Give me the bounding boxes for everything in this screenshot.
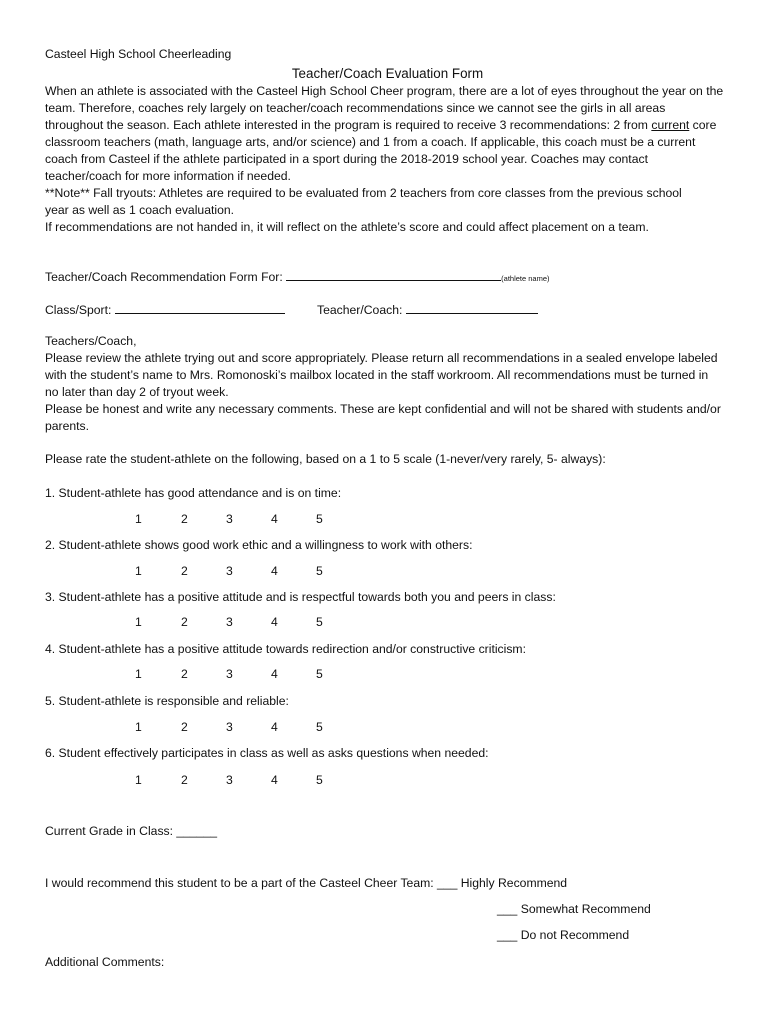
- rating-option[interactable]: 3: [226, 773, 233, 787]
- athlete-name-row: [45, 268, 550, 287]
- somewhat-recommend-option[interactable]: ___ Somewhat Recommend: [497, 902, 651, 916]
- rating-option[interactable]: 4: [271, 720, 278, 734]
- rating-option[interactable]: 2: [181, 615, 188, 629]
- instruction-line: Please review the athlete trying out and score appropriately. Please return all recommendations in a sealed envelope labeled: [45, 351, 718, 365]
- instructions: [45, 333, 730, 435]
- rating-option[interactable]: 3: [226, 667, 233, 681]
- teacher-coach-field[interactable]: [406, 301, 538, 314]
- rating-option[interactable]: 1: [135, 615, 142, 629]
- rating-option[interactable]: 3: [226, 720, 233, 734]
- organization-name: Casteel High School Cheerleading: [45, 47, 232, 61]
- intro-line: When an athlete is associated with the Casteel High School Cheer program, there are a lot of eyes throughout the year on the: [45, 84, 724, 98]
- teacher-coach-label: Teacher/Coach:: [317, 303, 403, 317]
- rating-option[interactable]: 2: [181, 512, 188, 526]
- question-3: 3. Student-athlete has a positive attitude and is respectful towards both you and peers in class:: [45, 590, 556, 604]
- question-1: 1. Student-athlete has good attendance and is on time:: [45, 486, 342, 500]
- rating-option[interactable]: 1: [135, 512, 142, 526]
- rating-option[interactable]: 2: [181, 564, 188, 578]
- athlete-name-field[interactable]: [286, 268, 501, 281]
- question-6: 6. Student effectively participates in class as well as asks questions when needed:: [45, 746, 489, 760]
- instruction-line: Please be honest and write any necessary comments. These are kept confidential and will not be shared with students and/or: [45, 402, 721, 416]
- rating-option[interactable]: 4: [271, 667, 278, 681]
- rating-option[interactable]: 3: [226, 512, 233, 526]
- rating-option[interactable]: 5: [316, 564, 323, 578]
- intro-line: teacher/coach for more information if needed.: [45, 169, 291, 183]
- rating-option[interactable]: 1: [135, 564, 142, 578]
- rating-instructions: Please rate the student-athlete on the following, based on a 1 to 5 scale (1-never/very rarely, 5- always):: [45, 452, 606, 466]
- rating-option[interactable]: 5: [316, 615, 323, 629]
- rating-option[interactable]: 5: [316, 667, 323, 681]
- intro-line: classroom teachers (math, language arts, and/or science) and 1 from a coach. If applicable, this coach must be a current: [45, 135, 696, 149]
- instruction-line: parents.: [45, 419, 90, 433]
- rating-option[interactable]: 5: [316, 512, 323, 526]
- athlete-name-hint: (athlete name): [501, 274, 550, 283]
- rating-option[interactable]: 4: [271, 512, 278, 526]
- document-page: [45, 46, 730, 236]
- question-2: 2. Student-athlete shows good work ethic and a willingness to work with others:: [45, 538, 473, 552]
- question-4: 4. Student-athlete has a positive attitude towards redirection and/or constructive criticism:: [45, 642, 526, 656]
- instruction-line: no later than day 2 of tryout week.: [45, 385, 229, 399]
- rating-option[interactable]: 4: [271, 615, 278, 629]
- rating-option[interactable]: 3: [226, 615, 233, 629]
- salutation: Teachers/Coach,: [45, 334, 137, 348]
- not-recommend-option[interactable]: ___ Do not Recommend: [497, 928, 630, 942]
- instruction-line: with the student’s name to Mrs. Romonoski’s mailbox located in the staff workroom. All recommendations must be turned in: [45, 368, 709, 382]
- intro-line: team. Therefore, coaches rely largely on teacher/coach recommendations since we cannot see the girls in all areas: [45, 101, 666, 115]
- class-sport-label: Class/Sport:: [45, 303, 112, 317]
- intro-line: coach from Casteel if the athlete participated in a sport during the 2018-2019 school year. Coaches may contact: [45, 152, 648, 166]
- note-line: If recommendations are not handed in, it will reflect on the athlete’s score and could affect placement on a team.: [45, 220, 649, 234]
- current-grade-field[interactable]: Current Grade in Class: ______: [45, 824, 218, 838]
- rating-option[interactable]: 1: [135, 667, 142, 681]
- form-title: Teacher/Coach Evaluation Form: [291, 66, 484, 81]
- athlete-name-label: Teacher/Coach Recommendation Form For:: [45, 270, 283, 284]
- rating-option[interactable]: 2: [181, 773, 188, 787]
- intro-paragraph: [45, 83, 730, 236]
- rating-option[interactable]: 2: [181, 667, 188, 681]
- note-line: year as well as 1 coach evaluation.: [45, 203, 235, 217]
- intro-line: throughout the season. Each athlete interested in the program is required to receive 3 recommendations: 2 from current core: [45, 118, 717, 132]
- rating-option[interactable]: 5: [316, 720, 323, 734]
- rating-option[interactable]: 3: [226, 564, 233, 578]
- rating-option[interactable]: 1: [135, 773, 142, 787]
- teacher-coach-row: [317, 301, 538, 319]
- note-line: **Note** Fall tryouts: Athletes are required to be evaluated from 2 teachers from core classes from the previous school: [45, 186, 682, 200]
- additional-comments-label: Additional Comments:: [45, 955, 165, 969]
- recommendation-prompt[interactable]: I would recommend this student to be a part of the Casteel Cheer Team: ___ Highly Recommend: [45, 876, 568, 890]
- rating-option[interactable]: 4: [271, 564, 278, 578]
- rating-option[interactable]: 2: [181, 720, 188, 734]
- class-sport-row: [45, 301, 285, 319]
- class-sport-field[interactable]: [115, 301, 285, 314]
- rating-option[interactable]: 1: [135, 720, 142, 734]
- question-5: 5. Student-athlete is responsible and reliable:: [45, 694, 289, 708]
- rating-option[interactable]: 5: [316, 773, 323, 787]
- underlined-word: current: [651, 118, 690, 132]
- rating-option[interactable]: 4: [271, 773, 278, 787]
